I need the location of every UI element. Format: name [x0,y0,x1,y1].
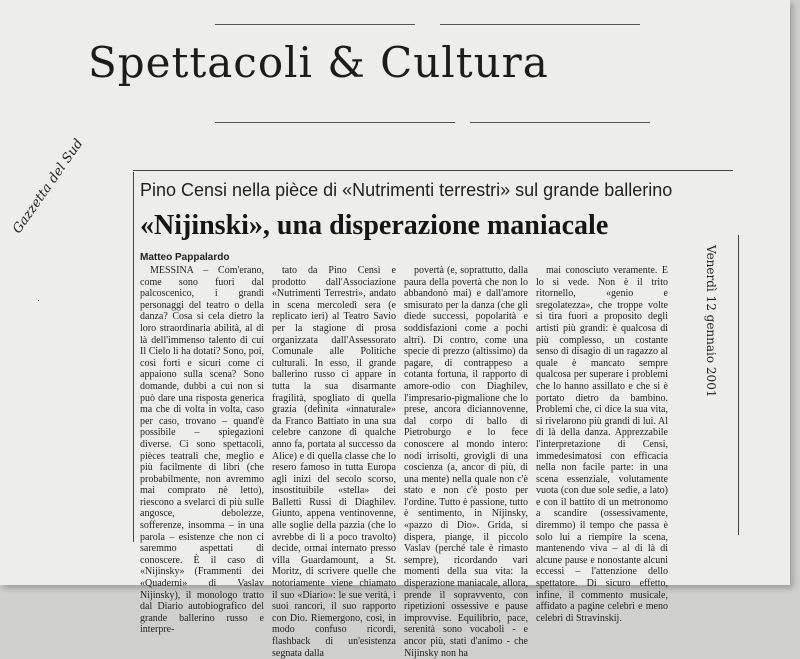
issue-date: Venerdì 12 gennaio 2001 [704,245,718,398]
article-column-3 [404,265,528,659]
masthead-rule-top [215,24,415,25]
column-text: tato da Pino Censi e prodotto dall'Associazione «Nutrimenti Terrestri», andato in scena mercoledì sera (e replicato ieri) al Teatro Savio per la stagione di prosa organizzata dall'Assessorato Comunale alle Politiche culturali. In esso, il grande ballerino russo ci appare in tutta la sua disarmante fragilità, spogliato di quella grazia (definita «innaturale» da Franco Battiato in una sua celebre canzone di qualche anno fa, portata al successo da Alice) e di quella classe che lo resero famoso in tutta Europa agli inizi del secolo scorso, insostituibile «stella» dei Balletti Russi di Diaghilev. Giunto, appena ventinovenne, alle soglie della pazzia (che lo avrebbe di lì a poco travolto) decide, ormai internato presso villa Guardamount, a St. Moritz, di scrivere quelle che notoriamente viene chiamato il suo «Diario»: le sue verità, i suoi rancori, il suo rapporto con Dio. Riemergono, così, in modo confuso ricordi, flashback di un'esistenza segnata dalla [272,265,396,659]
column-text: MESSINA – Com'erano, come sono fuori dal palcoscenico, i grandi personaggi del teatro o della danza? Cosa si cela dietro la loro straordinaria abilità, al di là dell'immenso talento di cui Il Cielo li ha dotati? Sono, poi, così forti e sicuri come ci appaiono sulla scena? Sono domande, dubbi a cui non si può dare una risposta generica ma che di volta in volta, caso per caso, trovano – quand'è possibile – spiegazioni diverse. Ci sono spettacoli, pièces teatrali che, meglio e più facilmente di libri (che probabilmente, non avremmo mai comprato nè letto), riescono a svelarci di più sulle angosce, debolezze, sofferenze, insomma – in una parola – esistenze che non ci saremmo aspettati di conoscere. È il caso di «Nijinsky» (Frammenti dei «Quaderni» di Vaslav Nijinsky), il monologo tratto dal Diario autobiografico del grande ballerino russo e interpre- [140,265,264,636]
article-frame-left [133,172,134,542]
newspaper-name: Gazzetta del Sud [10,136,87,237]
article-byline: Matteo Pappalardo [140,252,230,263]
article-column-1 [140,265,264,636]
article-frame-top [133,170,733,171]
section-title: Spettacoli & Cultura [88,38,549,87]
article-kicker: Pino Censi nella pièce di «Nutrimenti terrestri» sul grande ballerino [140,180,673,200]
masthead-rule-top-right [440,24,640,25]
masthead-rule-bottom [215,122,455,123]
article-headline: «Nijinski», una disperazione maniacale [140,210,609,241]
column-text: povertà (e, soprattutto, dalla paura della povertà che non lo abbandonò mai) e dall'amore smisurato per la danza (che gli diede successi, popolarità e soddisfazioni come a pochi altri). Di contro, come una specie di prezzo (altissimo) da pagare, di contrappeso a cotanta fortuna, il rapporto di amore-odio con Diaghilev, l'impresario-pigmalione che lo prese, ancora diciannovenne, dal corpo di ballo di Pietroburgo e lo fece conoscere al mondo intero: nodi irrisolti, grovigli di una coscienza (a, ancor di più, di una mente) nella quale non c'è stato e non c'è posto per l'ordine. Tutto è passione, tutto è sentimento, in Nijinsky, «pazzo di Dio». Grida, si dispera, piange, il piccolo Vaslav (perché tale è rimasto sempre), ricordando vari momenti della sua vita: la disperazione maniacale, allora, prende il sopravvento, con ripetizioni ossessive e pause improvvise. Equilibrio, pace, serenità sono vocaboli - e ancor più, stati d'animo - che Nijinsky non ha [404,265,528,659]
article-frame-right [738,235,739,535]
column-text: mai conosciuto veramente. E lo si vede. Non è il trito ritornello, «genio e sregolatezza», che troppe volte si tira fuori a proposito degli artisti più grandi: è qualcosa di più complesso, un costante senso di disagio di un ragazzo al quale è mancato sempre qualcosa per superare i problemi che lo hanno assillato e che si è portato dietro da bambino. Problemi che, ci dice la sua vita, si rivelarono più grandi di lui. Al di là della danza. Apprezzabile l'interpretazione di Censi, immedesimatosi con efficacia nella non facile parte: in una scena essenziale, volutamente vuota (con due sole sedie, a lato) e con il battito di un metronomo a scandire (ossessivamente, diremmo) il tempo che passa è solo lui a riempire la scena, mantenendo viva – al di là di alcune pause e nonostante alcuni eccessi – l'attenzione dello spettatore. Di sicuro effetto, infine, il commento musicale, affidato a pagine celebri e meno celebri di Stravinskij. [536,265,668,624]
masthead-rule-bottom-right [470,122,650,123]
article-column-2 [272,265,396,659]
newspaper-name-rule [38,300,39,301]
article-column-4 [536,265,668,624]
